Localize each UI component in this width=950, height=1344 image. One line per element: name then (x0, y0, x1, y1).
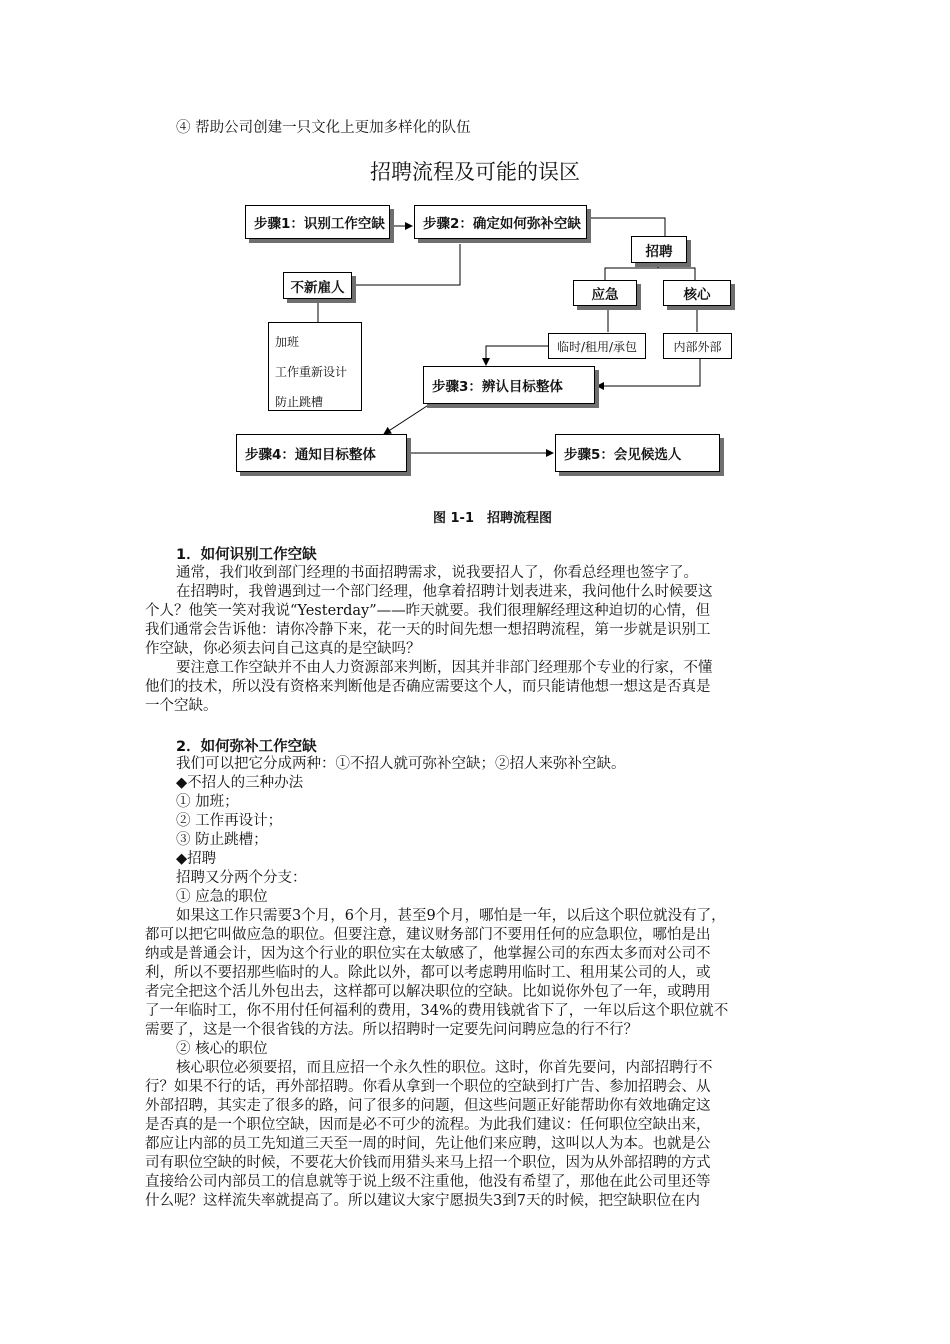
section1-line: 我们通常会告诉他：请你冷静下来，花一天的时间先想一想招聘流程，第一步就是识别工 (145, 622, 711, 638)
section2-line: ③ 防止跳槽； (176, 832, 268, 848)
section2-line: 我们可以把它分成两种：①不招人就可弥补空缺；②招人来弥补空缺。 (176, 756, 626, 772)
no-hire-label: 不新雇人 (290, 279, 345, 296)
no-hire-box (283, 272, 352, 299)
urgent-box (573, 280, 637, 306)
urgent-label: 应急 (591, 287, 619, 303)
section2-line: 外部招聘，其实走了很多的路，问了很多的问题，但这些问题正好能帮助你有效地确定这 (145, 1098, 711, 1114)
step5-label: 步骤5：会见候选人 (564, 447, 682, 463)
section2-heading: 2．如何弥补工作空缺 (176, 739, 317, 755)
connector-lines (0, 0, 950, 500)
core-box (663, 280, 731, 306)
step5-box (555, 434, 720, 472)
step2-label: 步骤2：确定如何弥补空缺 (423, 216, 581, 232)
internal-external-box (663, 333, 732, 359)
section1-line: 在招聘时，我曾遇到过一个部门经理，他拿着招聘计划表进来，我问他什么时候要这 (176, 584, 713, 600)
section2-line: ② 核心的职位 (176, 1041, 268, 1057)
core-label: 核心 (683, 287, 711, 303)
no-hire-options-box (268, 322, 362, 411)
section1-line: 个人？他笑一笑对我说“Yesterday”——昨天就要。我们很理解经理这种迫切的心情，但 (145, 603, 711, 619)
step1-box (245, 205, 390, 239)
section2-line: 需要了，这是一个很省钱的方法。所以招聘时一定要先问问聘应急的行不行？ (145, 1022, 638, 1038)
section2-line: 都可以把它叫做应急的职位。但要注意，建议财务部门不要用任何的应急职位，哪怕是出 (145, 927, 711, 943)
recruit-label: 招聘 (645, 243, 673, 260)
step4-box (236, 434, 407, 472)
section2-line: 招聘又分两个分支： (176, 870, 307, 886)
section1-line: 通常，我们收到部门经理的书面招聘需求，说我要招人了，你看总经理也签字了。 (176, 565, 698, 581)
section2-line: 直接给公司内部员工的信息就等于说上级不注重他，他没有希望了，那他在此公司里还等 (145, 1174, 711, 1190)
section2-line: 者完全把这个活儿外包出去，这样都可以解决职位的空缺。比如说你外包了一年，或聘用 (145, 984, 711, 1000)
section2-line: 纳或是普通会计，因为这个行业的职位实在太敏感了，他掌握公司的东西太多而对公司不 (145, 946, 711, 962)
section2-line: 如果这工作只需要3个月，6个月，甚至9个月，哪怕是一年，以后这个职位就没有了， (176, 908, 726, 924)
section2-line: 司有职位空缺的时候，不要花大价钱而用猎头来马上招一个职位，因为从外部招聘的方式 (145, 1155, 711, 1171)
diagram-title: 招聘流程及可能的误区 (370, 160, 580, 184)
section1-line: 他们的技术，所以没有资格来判断他是否确应需要这个人，而只能请他想一想这是否真是 (145, 679, 711, 695)
section2-line: 了一年临时工，你不用付任何福利的费用，34%的费用钱就省下了，一年以后这个职位就不 (145, 1003, 729, 1019)
section2-line: ◆招聘 (176, 851, 217, 867)
section1-line: 一个空缺。 (145, 698, 218, 714)
section2-line: 什么呢？这样流失率就提高了。所以建议大家宁愿损失3到7天的时候，把空缺职位在内 (145, 1193, 700, 1209)
figure-caption: 图 1-1 招聘流程图 (432, 511, 552, 526)
option-overtime: 加班 (275, 335, 300, 349)
internal-external-label: 内部外部 (673, 339, 722, 354)
temp-label: 临时/租用/承包 (556, 339, 638, 354)
step2-box (414, 205, 587, 239)
section1-heading: 1．如何识别工作空缺 (176, 547, 317, 563)
intro-line: ④ 帮助公司创建一只文化上更加多样化的队伍 (176, 120, 471, 136)
section2-line: ① 应急的职位 (176, 889, 268, 905)
step1-label: 步骤1：识别工作空缺 (254, 216, 385, 232)
section2-line: 行？如果不行的话，再外部招聘。你看从拿到一个职位的空缺到打广告、参加招聘会、从 (145, 1079, 711, 1095)
option-retention: 防止跳槽 (275, 395, 324, 409)
section2-line: ① 加班； (176, 794, 239, 810)
step4-label: 步骤4：通知目标整体 (245, 447, 376, 463)
temp-box (548, 333, 646, 359)
section2-line: 利，所以不要招那些临时的人。除此以外，都可以考虑聘用临时工、租用某公司的人，或 (145, 965, 711, 981)
section2-line: 是否真的是一个职位空缺，因而是必不可少的流程。为此我们建议：任何职位空缺出来， (145, 1117, 711, 1133)
recruitment-flow-diagram (0, 0, 950, 500)
option-redesign: 工作重新设计 (275, 365, 348, 379)
section1-line: 作空缺，你必须去问自己这真的是空缺吗？ (145, 641, 421, 657)
section1-line: 要注意工作空缺并不由人力资源部来判断，因其并非部门经理那个专业的行家，不懂 (176, 660, 713, 676)
section2-line: ② 工作再设计； (176, 813, 283, 829)
section2-line: ◆不招人的三种办法 (176, 775, 304, 791)
recruit-box (631, 236, 687, 263)
section2-line: 核心职位必须要招，而且应招一个永久性的职位。这时，你首先要问，内部招聘行不 (176, 1060, 713, 1076)
step3-box (423, 366, 595, 404)
step3-label: 步骤3：辨认目标整体 (432, 379, 563, 395)
section2-line: 都应让内部的员工先知道三天至一周的时间，先让他们来应聘，这叫以人为本。也就是公 (145, 1136, 711, 1152)
